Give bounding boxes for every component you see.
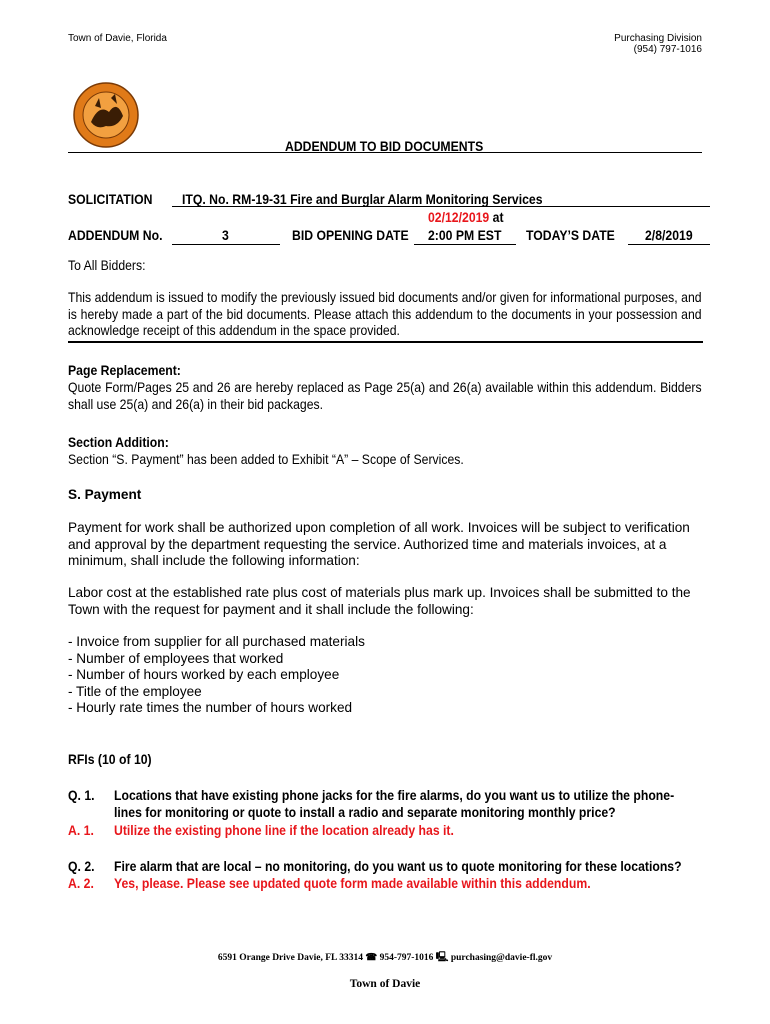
rfis-heading: RFIs (10 of 10) bbox=[68, 752, 152, 767]
addendum-field bbox=[172, 228, 280, 245]
town-seal-logo bbox=[73, 82, 139, 148]
payment-heading: S. Payment bbox=[68, 487, 142, 502]
header-town: Town of Davie, Florida bbox=[68, 33, 167, 44]
payment-paragraph-1: Payment for work shall be authorized upon completion of all work. Invoices will be subject to verification and approval by the department requesting the service. Authorized time and materials invoices, at a minimum, shall include the following information: bbox=[68, 520, 690, 568]
header-division-name: Purchasing Division bbox=[614, 33, 702, 44]
footer-address: 6591 Orange Drive Davie, FL 33314 bbox=[217, 953, 363, 963]
addendum-number: 3 bbox=[222, 228, 229, 243]
solicitation-underline bbox=[172, 206, 710, 207]
intro-rule bbox=[68, 341, 703, 343]
bid-opening-date-line bbox=[428, 210, 504, 225]
section-addition-text: Section “S. Payment” has been added to Exhibit “A” – Scope of Services. bbox=[68, 452, 464, 467]
header-division-phone: (954) 797-1016 bbox=[633, 44, 702, 55]
bid-opening-at: at bbox=[489, 210, 504, 225]
section-addition-heading: Section Addition: bbox=[68, 435, 169, 450]
a2-text: Yes, please. Please see updated quote form made available within this addendum. bbox=[114, 876, 591, 891]
payment-paragraph-2: Labor cost at the established rate plus cost of materials plus mark up. Invoices shall be submitted to the Town with the request for payment and it shall include the following: bbox=[68, 585, 691, 617]
q2-text: Fire alarm that are local – no monitoring, do you want us to quote monitoring for these locations? bbox=[114, 859, 682, 874]
todays-date-value: 2/8/2019 bbox=[645, 228, 693, 243]
title-rule bbox=[68, 152, 702, 153]
header-division bbox=[614, 33, 702, 55]
solicitation-value: ITQ. No. RM-19-31 Fire and Burglar Alarm Monitoring Services bbox=[182, 192, 543, 207]
footer-email[interactable]: purchasing@davie-fl.gov bbox=[450, 953, 553, 963]
bid-opening-time: 2:00 PM EST bbox=[428, 228, 502, 243]
q1-number: Q. 1. bbox=[68, 788, 95, 803]
computer-icon: 🖳 bbox=[435, 953, 449, 963]
todays-date-label: TODAY’S DATE bbox=[526, 228, 615, 243]
phone-icon: ☎ bbox=[365, 953, 378, 963]
list-item: - Number of employees that worked bbox=[68, 650, 284, 666]
q1-text: Locations that have existing phone jacks for the fire alarms, do you want us to utilize the phone-lines for monitoring or quote to install a radio and separate monitoring monthly price? bbox=[114, 788, 675, 820]
page-replacement-heading: Page Replacement: bbox=[68, 363, 181, 378]
bid-opening-date: 02/12/2019 bbox=[428, 210, 490, 225]
payment-list bbox=[68, 634, 365, 717]
a1-number: A. 1. bbox=[68, 823, 94, 838]
page-replacement-text: Quote Form/Pages 25 and 26 are hereby replaced as Page 25(a) and 26(a) available within this addendum. Bidders shall use 25(a) and 26(a) in their bid packages. bbox=[68, 380, 702, 412]
list-item: - Title of the employee bbox=[68, 683, 202, 699]
bid-opening-field bbox=[414, 228, 516, 245]
footer-contact bbox=[0, 950, 770, 966]
footer-town: Town of Davie bbox=[349, 978, 421, 990]
todays-date-field bbox=[628, 228, 710, 245]
a2-number: A. 2. bbox=[68, 876, 94, 891]
a1-text: Utilize the existing phone line if the location already has it. bbox=[114, 823, 454, 838]
salutation: To All Bidders: bbox=[68, 258, 146, 273]
list-item: - Number of hours worked by each employee bbox=[68, 667, 340, 682]
footer-phone: 954-797-1016 bbox=[379, 953, 434, 963]
solicitation-label: SOLICITATION bbox=[68, 192, 153, 207]
intro-paragraph: This addendum is issued to modify the previously issued bid documents and/or given for informational purposes, and is hereby made a part of the bid documents. Please attach this addendum to the documents in your possession and acknowledge receipt of this addendum in the space provided. bbox=[68, 290, 702, 338]
list-item: - Hourly rate times the number of hours worked bbox=[68, 700, 353, 715]
q2-number: Q. 2. bbox=[68, 859, 95, 874]
list-item: - Invoice from supplier for all purchased materials bbox=[68, 634, 365, 649]
document-title: ADDENDUM TO BID DOCUMENTS bbox=[285, 139, 484, 154]
bid-opening-label: BID OPENING DATE bbox=[292, 228, 409, 243]
addendum-label: ADDENDUM No. bbox=[68, 228, 163, 243]
